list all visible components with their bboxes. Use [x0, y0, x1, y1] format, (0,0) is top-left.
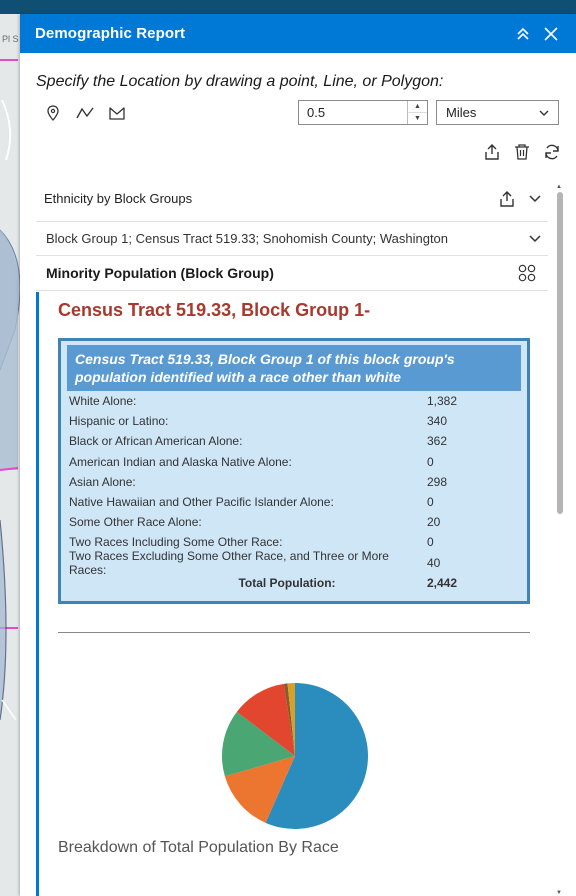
layout-grid-icon[interactable] [518, 264, 536, 282]
total-value: 2,442 [427, 575, 458, 590]
table-row [67, 472, 521, 492]
share-export-icon[interactable] [498, 190, 516, 208]
row-value: 0 [427, 454, 434, 469]
chevron-down-icon[interactable] [528, 192, 542, 206]
trash-icon [513, 143, 531, 161]
row-value: 298 [427, 474, 448, 489]
close-panel-button[interactable] [538, 21, 564, 47]
draw-instruction: Specify the Location by drawing a point, Line, or Polygon: [36, 73, 444, 90]
polygon-icon [108, 105, 126, 121]
table-row [67, 391, 521, 411]
location-dropdown[interactable] [36, 222, 548, 256]
section-title: Minority Population (Block Group) [46, 265, 274, 281]
report-scroll-area[interactable] [36, 176, 548, 896]
unit-select-value: Miles [446, 105, 477, 120]
table-row [67, 431, 521, 451]
table-row [67, 492, 521, 512]
buffer-distance-input[interactable] [298, 100, 428, 125]
section-header [36, 256, 548, 291]
refresh-button[interactable] [542, 142, 562, 162]
tract-title: Census Tract 519.33, Block Group 1- [58, 300, 371, 320]
population-table [58, 338, 530, 604]
collapse-panel-button[interactable] [510, 21, 536, 47]
report-content [36, 292, 548, 896]
buffer-distance-value: 0.5 [307, 105, 326, 120]
close-icon [543, 26, 559, 42]
delete-button[interactable] [512, 142, 532, 162]
table-row [67, 512, 521, 532]
population-rows [67, 391, 521, 577]
report-actions [482, 142, 562, 162]
chart-caption: Breakdown of Total Population By Race [58, 839, 339, 856]
row-label: Two Races Including Some Other Race: [69, 535, 283, 550]
row-label: Native Hawaiian and Other Pacific Islander Alone: [69, 495, 334, 510]
share-export-icon [483, 143, 501, 161]
draw-tools [42, 102, 128, 124]
panel-header [20, 14, 576, 53]
pie-chart-svg [219, 680, 371, 832]
double-chevron-up-icon [515, 26, 531, 42]
export-button[interactable] [482, 142, 502, 162]
stepper-up-icon[interactable]: ▲ [408, 101, 427, 113]
divider [58, 632, 530, 633]
map-pin-icon [46, 105, 60, 121]
row-label: Black or African American Alone: [69, 434, 243, 449]
total-label: Total Population: [238, 575, 336, 590]
chevron-down-icon [538, 107, 550, 119]
row-value: 340 [427, 414, 448, 429]
table-row [67, 548, 521, 577]
row-label: Asian Alone: [69, 474, 136, 489]
row-label: American Indian and Alaska Native Alone: [69, 454, 292, 469]
map-edge-label: Pl S [2, 34, 19, 44]
draw-line-button[interactable] [74, 102, 96, 124]
race-pie-chart [219, 680, 371, 832]
table-row [67, 452, 521, 472]
draw-polygon-button[interactable] [106, 102, 128, 124]
row-value: 0 [427, 495, 434, 510]
scroll-down-icon[interactable]: ▼ [556, 890, 562, 896]
row-value: 1,382 [427, 394, 458, 409]
polyline-icon [76, 105, 94, 121]
chevron-down-icon [528, 232, 542, 246]
card-header[interactable] [36, 176, 548, 222]
row-label: Hispanic or Latino: [69, 414, 169, 429]
buffer-distance-stepper[interactable] [407, 101, 427, 124]
row-label: Some Other Race Alone: [69, 515, 202, 530]
demographic-report-panel [20, 14, 576, 896]
row-value: 20 [427, 515, 441, 530]
unit-select[interactable] [436, 100, 559, 125]
population-table-heading: Census Tract 519.33, Block Group 1 of this block group's population identified with a race other than white [67, 345, 521, 391]
row-value: 40 [427, 555, 441, 570]
location-dropdown-value: Block Group 1; Census Tract 519.33; Snohomish County; Washington [46, 231, 449, 246]
row-value: 362 [427, 434, 448, 449]
row-label: Two Races Excluding Some Other Race, and Three or More Races: [69, 548, 389, 577]
refresh-icon [543, 143, 561, 161]
scroll-up-icon[interactable]: ▲ [556, 184, 562, 190]
card-title: Ethnicity by Block Groups [44, 191, 193, 206]
table-row [67, 411, 521, 431]
row-value: 0 [427, 535, 434, 550]
panel-title: Demographic Report [35, 25, 186, 42]
stepper-down-icon[interactable]: ▼ [414, 115, 421, 122]
total-row [67, 573, 521, 593]
vertical-scrollbar[interactable] [556, 184, 564, 896]
ethnicity-card [36, 176, 548, 896]
scrollbar-thumb[interactable] [557, 192, 563, 514]
row-label: White Alone: [69, 394, 137, 409]
draw-point-button[interactable] [42, 102, 64, 124]
